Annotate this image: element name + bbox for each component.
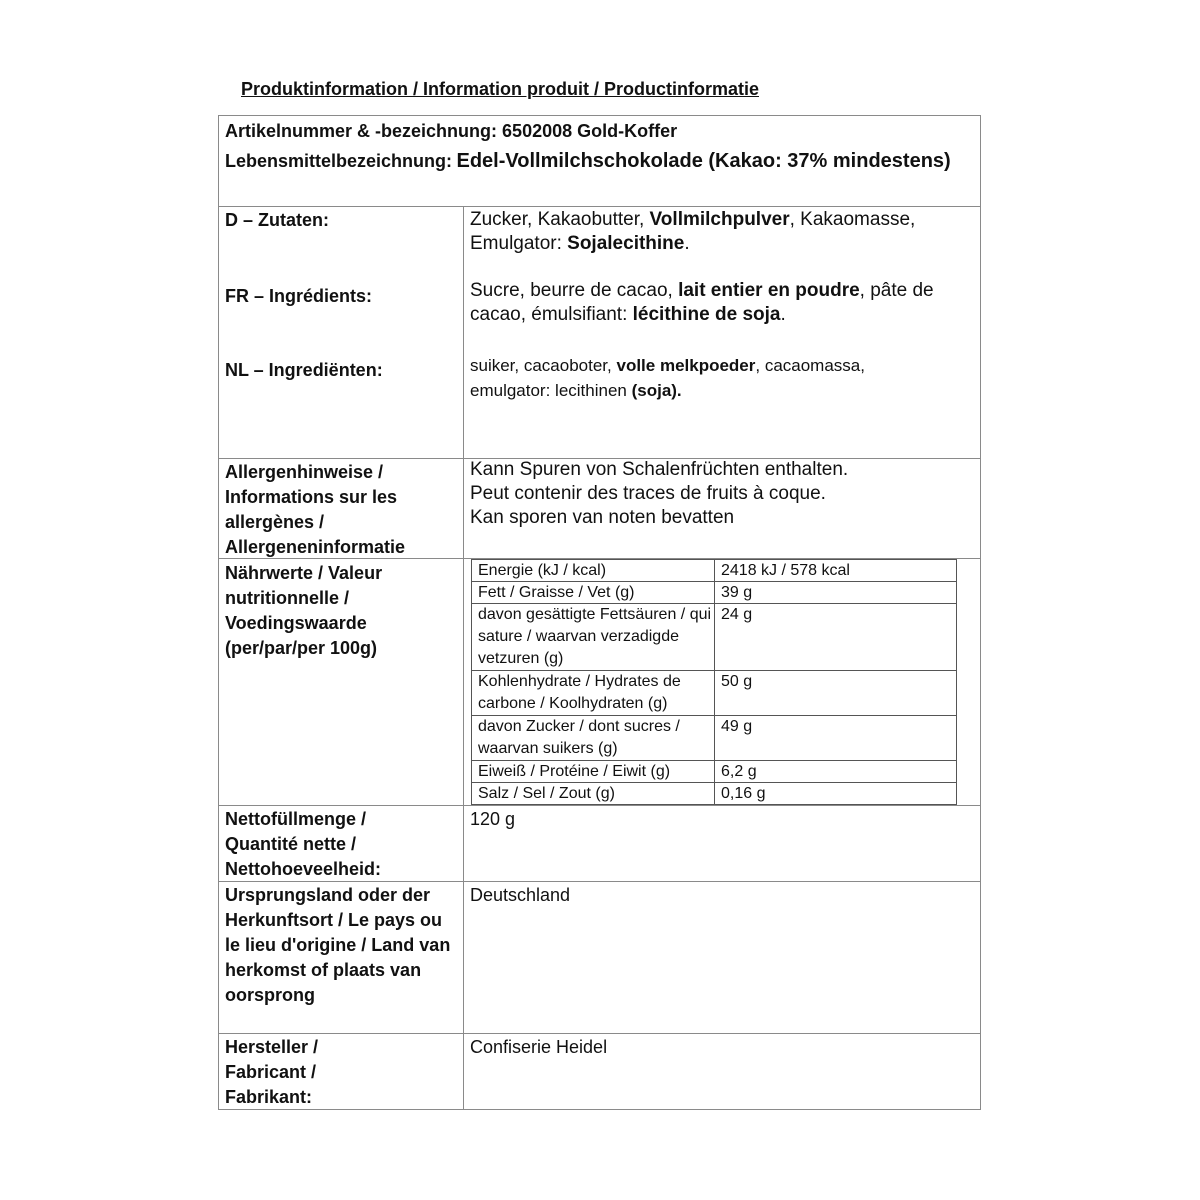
nutrition-name: Salz / Sel / Zout (g) [472, 783, 715, 804]
nutrition-value: 50 g [721, 673, 753, 690]
ingredients-nl-text [470, 353, 920, 403]
nutrition-value: 2418 kJ / 578 kcal [721, 562, 850, 579]
nutrition-value: 0,16 g [721, 785, 766, 802]
net-quantity-value: 120 g [470, 809, 516, 829]
allergen-line: Kann Spuren von Schalenfrüchten enthalten. [470, 459, 849, 480]
ingredients-fr-bold: lécithine de soja [632, 304, 781, 325]
article-label: Artikelnummer & -bezeichnung: [225, 121, 498, 141]
origin-value: Deutschland [470, 885, 571, 905]
article-value: 6502008 Gold-Koffer [502, 121, 678, 141]
nutrition-name: davon gesättigte Fettsäuren / qui sature / waarvan verzadigde vetzuren (g) [472, 604, 715, 670]
ingredients-de-bold: Vollmilchpulver [649, 209, 790, 230]
ingredients-de-part: , Kakaomasse, Emulgator: [470, 209, 916, 254]
ingredients-nl-part: , cacaomassa, emulgator: lecithinen [470, 356, 865, 400]
nutrition-row [471, 559, 957, 582]
allergens-label: Allergenhinweise / Informations sur les allergènes / Allergeneninformatie [225, 462, 406, 557]
allergens-text [470, 458, 975, 530]
nutrition-row [471, 715, 957, 761]
nutrition-row [471, 760, 957, 783]
ingredients-fr-label: FR – Ingrédients: [225, 286, 373, 306]
article-line [225, 121, 677, 142]
row-divider [218, 805, 981, 806]
allergen-line: Kan sporen van noten bevatten [470, 507, 735, 528]
nutrition-row [471, 581, 957, 604]
nutrition-value: 6,2 g [721, 763, 757, 780]
allergen-line: Peut contenir des traces de fruits à coque. [470, 483, 826, 504]
product-name-line [225, 150, 951, 173]
ingredients-nl-part: suiker, cacaoboter, [470, 356, 617, 375]
ingredients-nl-bold: (soja). [631, 381, 682, 400]
nutrition-value: 49 g [721, 718, 753, 735]
ingredients-de-part: Zucker, Kakaobutter, [470, 209, 650, 230]
ingredients-de-label: D – Zutaten: [225, 210, 330, 230]
ingredients-de-bold: Sojalecithine [567, 233, 685, 254]
nutrition-row [471, 670, 957, 716]
nutrition-value: 24 g [721, 606, 753, 623]
product-name-value: Edel-Vollmilchschokolade (Kakao: 37% mindestens) [456, 150, 951, 172]
product-info-table [218, 115, 981, 1110]
nutrition-name: Energie (kJ / kcal) [472, 560, 715, 581]
page-title: Produktinformation / Information produit / Productinformatie [241, 79, 759, 99]
ingredients-fr-part: , pâte de cacao, émulsifiant: [470, 280, 934, 325]
nutrition-name: davon Zucker / dont sucres / waarvan suikers (g) [472, 716, 715, 760]
ingredients-fr-bold: lait entier en poudre [678, 280, 860, 301]
ingredients-nl-bold: volle melkpoeder [616, 356, 756, 375]
nutrition-name: Fett / Graisse / Vet (g) [472, 582, 715, 603]
origin-label: Ursprungsland oder der Herkunftsort / Le pays ou le lieu d'origine / Land van herkomst of plaats van oorsprong [225, 885, 451, 1005]
ingredients-fr-part: Sucre, beurre de cacao, [470, 280, 679, 301]
ingredients-de-text [470, 208, 975, 256]
manufacturer-value: Confiserie Heidel [470, 1037, 608, 1057]
column-divider [463, 206, 464, 1110]
row-divider [218, 206, 981, 207]
nutrition-name: Kohlenhydrate / Hydrates de carbone / Koolhydraten (g) [472, 671, 715, 715]
ingredients-de-part: . [684, 233, 690, 254]
ingredients-nl-label: NL – Ingrediënten: [225, 360, 383, 380]
nutrition-label: Nährwerte / Valeur nutritionnelle / Voedingswaarde (per/par/per 100g) [225, 563, 383, 658]
nutrition-value: 39 g [721, 584, 753, 601]
net-quantity-label: Nettofüllmenge / Quantité nette / Nettohoeveelheid: [225, 809, 382, 879]
ingredients-fr-part: . [780, 304, 786, 325]
nutrition-row [471, 603, 957, 671]
product-name-label: Lebensmittelbezeichnung: [225, 151, 453, 171]
nutrition-row [471, 782, 957, 805]
nutrition-name: Eiweiß / Protéine / Eiwit (g) [472, 761, 715, 782]
ingredients-fr-text [470, 279, 975, 327]
manufacturer-label: Hersteller / Fabricant / Fabrikant: [225, 1037, 319, 1107]
row-divider [218, 1033, 981, 1034]
nutrition-table [471, 559, 957, 805]
